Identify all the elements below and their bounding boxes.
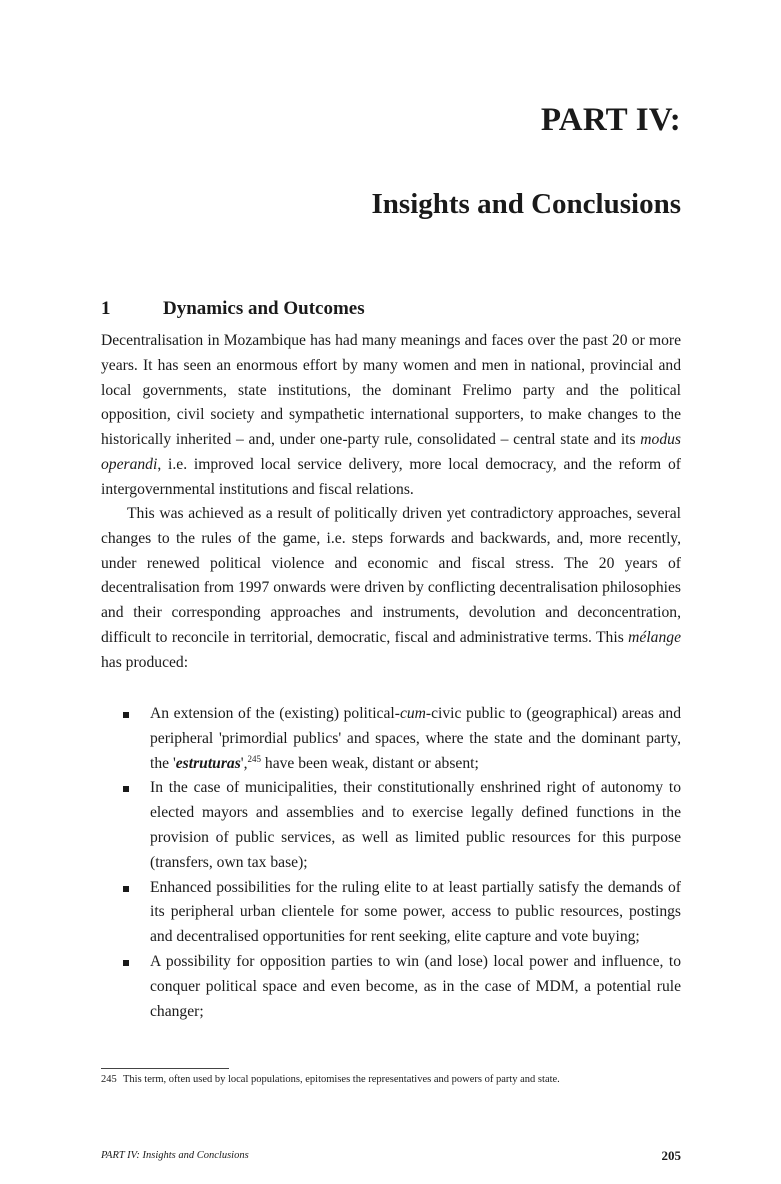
paragraph-1-end: , i.e. improved local service delivery, more local democracy, and the reform of intergovernmental institutions and fiscal relations.	[101, 455, 681, 498]
square-bullet-icon	[123, 712, 129, 718]
square-bullet-icon	[123, 786, 129, 792]
bullet-1-part-1: An extension of the (existing) political-	[150, 705, 400, 722]
section-number: 1	[101, 298, 111, 319]
bullet-1-part-2: -civic public to (geographical) areas and peripheral 'primordial publics' and spaces, where the state and the dominant party, the '	[150, 705, 681, 772]
footnote-text: This term, often used by local populations, epitomises the representatives and powers of party and state.	[123, 1074, 560, 1085]
list-item	[101, 702, 681, 776]
footnote	[101, 1073, 681, 1087]
part-title: PART IV:	[540, 102, 681, 138]
paragraph-1-italic: modus operandi	[101, 431, 681, 473]
bullet-1-part-4: have been weak, distant or absent;	[261, 754, 479, 772]
paragraph-2-end: has produced:	[101, 653, 189, 671]
bullet-1-italic-2: estruturas	[175, 754, 241, 772]
list-item	[101, 876, 681, 950]
section-title: Dynamics and Outcomes	[163, 298, 365, 319]
running-footer: PART IV: Insights and Conclusions	[101, 1150, 249, 1161]
paragraph-2-text: This was achieved as a result of politically driven yet contradictory approaches, several changes to the rules of the game, i.e. steps forwards and backwards, and, more recently, under renewed political violence and economic and fiscal stress. The 20 years of decentralisation from 1997 onwards were driven by conflicting decentralisation philosophies and their corresponding approaches and instruments, devolution and deconcentration, difficult to reconcile in territorial, democratic, fiscal and administrative terms. This	[101, 505, 681, 646]
paragraph-2	[101, 502, 681, 676]
bullet-1-part-3: ',	[240, 754, 248, 772]
square-bullet-icon	[123, 960, 129, 966]
square-bullet-icon	[123, 886, 129, 892]
footnote-divider	[101, 1068, 229, 1069]
footnote-reference[interactable]: 245	[247, 753, 261, 764]
outcomes-list	[101, 702, 681, 1024]
paragraph-1	[101, 329, 681, 503]
bullet-2-text: In the case of municipalities, their constitutionally enshrined right of autonomy to elected mayors and assemblies and to exercise legally defined functions in the provision of public services, as well as limited public resources for this purpose (transfers, own tax base);	[150, 779, 681, 871]
bullet-3-text: Enhanced possibilities for the ruling elite to at least partially satisfy the demands of its peripheral urban clientele for some power, access to public resources, postings and decentralised opportunities for rent seeking, elite capture and vote buying;	[150, 878, 681, 946]
bullet-4-text: A possibility for opposition parties to win (and lose) local power and influence, to conquer political space and even become, as in the case of MDM, a potential rule changer;	[150, 952, 681, 1020]
section-heading	[101, 297, 681, 321]
part-subtitle: Insights and Conclusions	[371, 188, 681, 220]
bullet-1-italic-1: cum	[399, 705, 426, 722]
list-item	[101, 950, 681, 1024]
page-number: 205	[661, 1148, 681, 1163]
footnote-number: 245	[101, 1074, 117, 1085]
list-item	[101, 776, 681, 875]
paragraph-2-italic: mélange	[628, 628, 681, 646]
paragraph-1-text: Decentralisation in Mozambique has had many meanings and faces over the past 20 or more years. It has seen an enormous effort by many women and men in national, provincial and local governments, state institutions, the dominant Frelimo party and the political opposition, civil society and sympathetic international supporters, to make changes to the historically inherited – and, under one-party rule, consolidated – central state and its	[101, 332, 681, 449]
